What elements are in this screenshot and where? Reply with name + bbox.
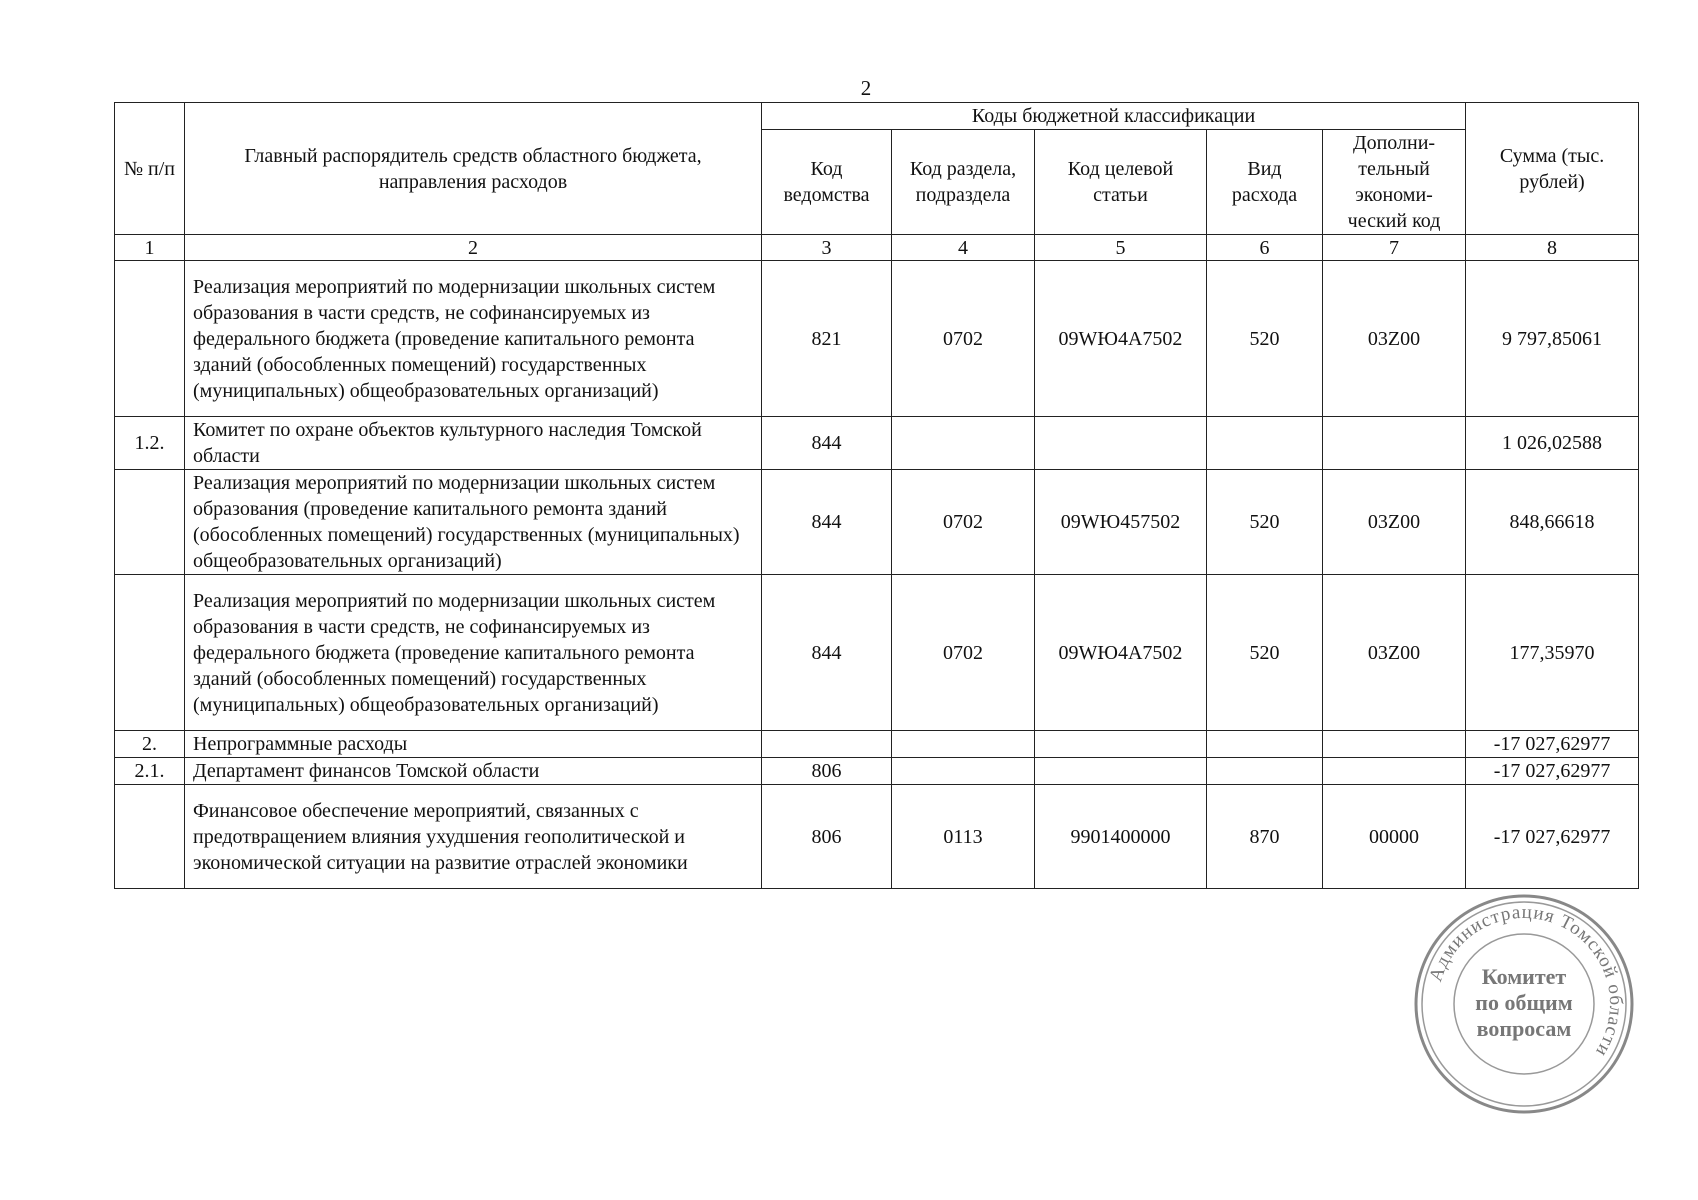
header-codes-group: Коды бюджетной классификации	[762, 103, 1466, 130]
official-stamp	[1412, 892, 1636, 1116]
row-sum: 1 026,02588	[1466, 417, 1639, 470]
row-dept-code: 844	[762, 417, 892, 470]
table-row	[115, 785, 1639, 889]
row-expense-type	[1207, 758, 1323, 785]
row-name: Комитет по охране объектов культурного наследия Томской области	[185, 417, 762, 470]
row-extra-code	[1323, 758, 1466, 785]
row-extra-code	[1323, 731, 1466, 758]
row-name: Реализация мероприятий по модернизации школьных систем образования в части средств, не софинансируемых из федерального бюджета (проведение капитального ремонта зданий (обособленных помещений) государственных (муниципальных) общеобразовательных организаций)	[185, 575, 762, 731]
row-section-code	[892, 758, 1035, 785]
row-section-code	[892, 731, 1035, 758]
row-name: Реализация мероприятий по модернизации школьных систем образования (проведение капитального ремонта зданий (обособленных помещений) государственных (муниципальных) общеобразовательных организаций)	[185, 470, 762, 575]
row-target-code	[1035, 417, 1207, 470]
row-num	[115, 575, 185, 731]
row-sum: -17 027,62977	[1466, 758, 1639, 785]
row-num	[115, 470, 185, 575]
stamp-center-line: по общим	[1475, 990, 1573, 1015]
row-target-code	[1035, 758, 1207, 785]
table-row	[115, 417, 1639, 470]
row-section-code: 0702	[892, 261, 1035, 417]
column-number: 6	[1207, 235, 1323, 261]
row-target-code: 09WЮ4A7502	[1035, 575, 1207, 731]
row-target-code: 09WЮ4A7502	[1035, 261, 1207, 417]
row-target-code: 9901400000	[1035, 785, 1207, 889]
row-dept-code: 844	[762, 470, 892, 575]
column-number: 5	[1035, 235, 1207, 261]
header-sum: Сумма (тыс. рублей)	[1466, 103, 1639, 235]
page-number: 2	[860, 76, 872, 100]
header-num: № п/п	[115, 103, 185, 235]
row-extra-code: 00000	[1323, 785, 1466, 889]
column-number: 3	[762, 235, 892, 261]
header-expense-type: Вид расхода	[1207, 130, 1323, 235]
row-sum: -17 027,62977	[1466, 731, 1639, 758]
column-number: 4	[892, 235, 1035, 261]
row-dept-code: 806	[762, 785, 892, 889]
header-row-top	[115, 103, 1639, 130]
header-extra-code: Дополни-тельный экономи-ческий код	[1323, 130, 1466, 235]
stamp-ring-text: Администрация Томской области	[1425, 901, 1627, 1061]
row-num: 2.1.	[115, 758, 185, 785]
row-extra-code: 03Z00	[1323, 470, 1466, 575]
budget-table	[114, 102, 1639, 889]
row-expense-type: 870	[1207, 785, 1323, 889]
row-dept-code: 844	[762, 575, 892, 731]
row-num	[115, 261, 185, 417]
row-sum: 9 797,85061	[1466, 261, 1639, 417]
stamp-center-line: Комитет	[1481, 964, 1567, 989]
row-name: Непрограммные расходы	[185, 731, 762, 758]
row-name: Финансовое обеспечение мероприятий, связанных с предотвращением влияния ухудшения геополитической и экономической ситуации на развитие отраслей экономики	[185, 785, 762, 889]
column-number: 2	[185, 235, 762, 261]
row-dept-code: 806	[762, 758, 892, 785]
row-section-code	[892, 417, 1035, 470]
row-name: Департамент финансов Томской области	[185, 758, 762, 785]
column-number-row	[115, 235, 1639, 261]
row-num: 2.	[115, 731, 185, 758]
row-target-code: 09WЮ457502	[1035, 470, 1207, 575]
column-number: 1	[115, 235, 185, 261]
row-sum: 177,35970	[1466, 575, 1639, 731]
header-name: Главный распорядитель средств областного бюджета, направления расходов	[185, 103, 762, 235]
row-dept-code	[762, 731, 892, 758]
column-number: 7	[1323, 235, 1466, 261]
row-num: 1.2.	[115, 417, 185, 470]
row-name: Реализация мероприятий по модернизации школьных систем образования в части средств, не софинансируемых из федерального бюджета (проведение капитального ремонта зданий (обособленных помещений) государственных (муниципальных) общеобразовательных организаций)	[185, 261, 762, 417]
row-sum: 848,66618	[1466, 470, 1639, 575]
column-number: 8	[1466, 235, 1639, 261]
stamp-center-line: вопросам	[1476, 1016, 1572, 1041]
row-num	[115, 785, 185, 889]
row-section-code: 0702	[892, 470, 1035, 575]
row-expense-type	[1207, 417, 1323, 470]
header-target-code: Код целевой статьи	[1035, 130, 1207, 235]
header-section-code: Код раздела, подраздела	[892, 130, 1035, 235]
row-extra-code	[1323, 417, 1466, 470]
row-section-code: 0113	[892, 785, 1035, 889]
table-row	[115, 758, 1639, 785]
row-target-code	[1035, 731, 1207, 758]
row-expense-type	[1207, 731, 1323, 758]
row-expense-type: 520	[1207, 575, 1323, 731]
table-row	[115, 731, 1639, 758]
row-dept-code: 821	[762, 261, 892, 417]
row-expense-type: 520	[1207, 261, 1323, 417]
row-expense-type: 520	[1207, 470, 1323, 575]
row-section-code: 0702	[892, 575, 1035, 731]
table-row	[115, 470, 1639, 575]
row-sum: -17 027,62977	[1466, 785, 1639, 889]
table-row	[115, 575, 1639, 731]
table-row	[115, 261, 1639, 417]
header-dept-code: Код ведомства	[762, 130, 892, 235]
row-extra-code: 03Z00	[1323, 575, 1466, 731]
row-extra-code: 03Z00	[1323, 261, 1466, 417]
